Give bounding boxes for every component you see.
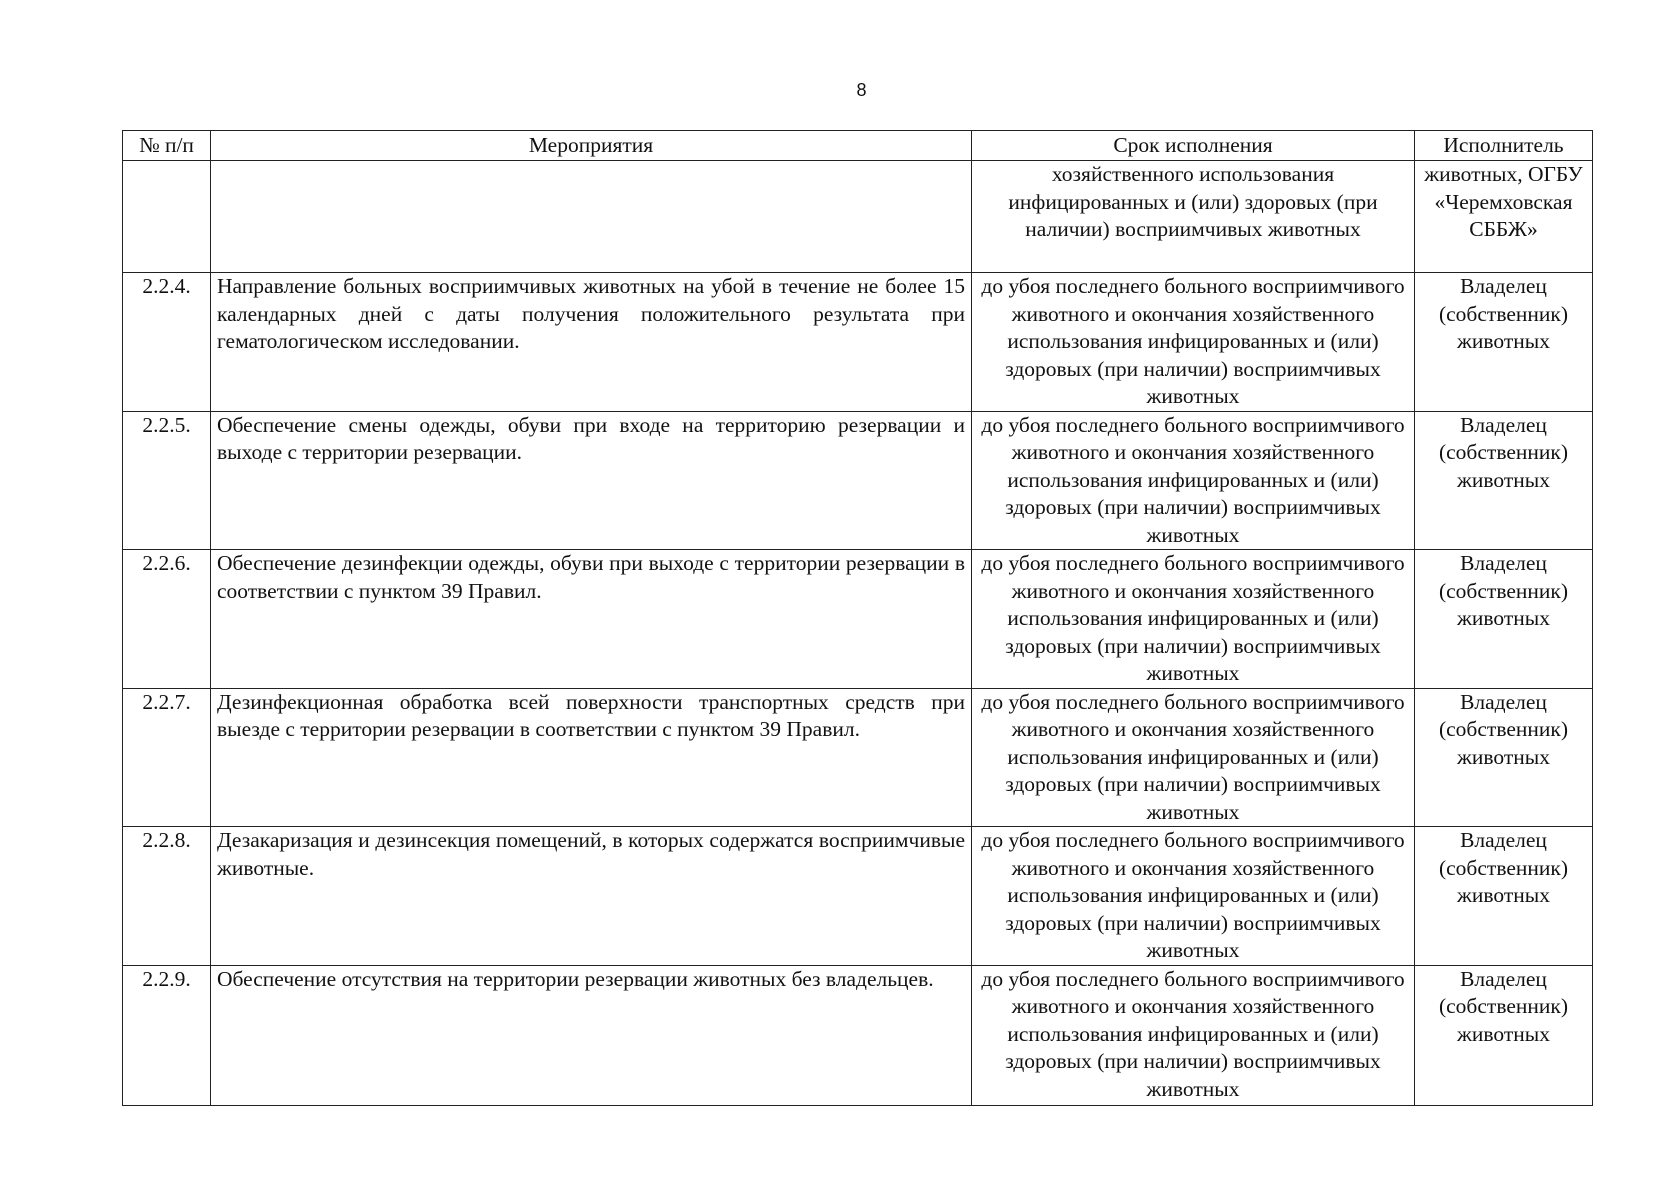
cell-executor: животных, ОГБУ «Черемховская СББЖ» bbox=[1415, 161, 1593, 273]
cell-num: 2.2.7. bbox=[123, 688, 211, 827]
cell-num: 2.2.5. bbox=[123, 411, 211, 550]
cell-term: хозяйственного использования инфицированных и (или) здоровых (при наличии) восприимчивых животных bbox=[972, 161, 1415, 273]
cell-num: 2.2.4. bbox=[123, 273, 211, 412]
cell-action: Дезинфекционная обработка всей поверхности транспортных средств при выезде с территории резервации в соответствии с пунктом 39 Правил. bbox=[211, 688, 972, 827]
cell-action: Дезакаризация и дезинсекция помещений, в которых содержатся восприимчивые животные. bbox=[211, 827, 972, 966]
header-term: Срок исполнения bbox=[972, 131, 1415, 161]
page-number: 8 bbox=[856, 80, 867, 100]
cell-term: до убоя последнего больного восприимчивого животного и окончания хозяйственного использования инфицированных и (или) здоровых (при наличии) восприимчивых животных bbox=[972, 550, 1415, 689]
table-row bbox=[123, 273, 1593, 412]
cell-action: Обеспечение отсутствия на территории резервации животных без владельцев. bbox=[211, 965, 972, 1105]
cell-executor: Владелец (собственник) животных bbox=[1415, 965, 1593, 1105]
cell-term: до убоя последнего больного восприимчивого животного и окончания хозяйственного использования инфицированных и (или) здоровых (при наличии) восприимчивых животных bbox=[972, 688, 1415, 827]
cell-action: Направление больных восприимчивых животных на убой в течение не более 15 календарных дней с даты получения положительного результата при гематологическом исследовании. bbox=[211, 273, 972, 412]
cell-num: 2.2.6. bbox=[123, 550, 211, 689]
table-row bbox=[123, 550, 1593, 689]
table-row-continuation bbox=[123, 161, 1593, 273]
cell-term: до убоя последнего больного восприимчивого животного и окончания хозяйственного использования инфицированных и (или) здоровых (при наличии) восприимчивых животных bbox=[972, 273, 1415, 412]
table-row bbox=[123, 965, 1593, 1105]
table-row bbox=[123, 827, 1593, 966]
header-executor: Исполнитель bbox=[1415, 131, 1593, 161]
cell-executor: Владелец (собственник) животных bbox=[1415, 411, 1593, 550]
measures-table bbox=[122, 130, 1593, 1106]
cell-term: до убоя последнего больного восприимчивого животного и окончания хозяйственного использования инфицированных и (или) здоровых (при наличии) восприимчивых животных bbox=[972, 965, 1415, 1105]
cell-num bbox=[123, 161, 211, 273]
cell-action: Обеспечение смены одежды, обуви при входе на территорию резервации и выходе с территории резервации. bbox=[211, 411, 972, 550]
cell-executor: Владелец (собственник) животных bbox=[1415, 688, 1593, 827]
cell-action bbox=[211, 161, 972, 273]
cell-num: 2.2.9. bbox=[123, 965, 211, 1105]
cell-executor: Владелец (собственник) животных bbox=[1415, 827, 1593, 966]
header-action: Мероприятия bbox=[211, 131, 972, 161]
cell-term: до убоя последнего больного восприимчивого животного и окончания хозяйственного использования инфицированных и (или) здоровых (при наличии) восприимчивых животных bbox=[972, 827, 1415, 966]
table-row bbox=[123, 411, 1593, 550]
cell-num: 2.2.8. bbox=[123, 827, 211, 966]
cell-term: до убоя последнего больного восприимчивого животного и окончания хозяйственного использования инфицированных и (или) здоровых (при наличии) восприимчивых животных bbox=[972, 411, 1415, 550]
cell-executor: Владелец (собственник) животных bbox=[1415, 550, 1593, 689]
table-row bbox=[123, 688, 1593, 827]
cell-executor: Владелец (собственник) животных bbox=[1415, 273, 1593, 412]
cell-action: Обеспечение дезинфекции одежды, обуви при выходе с территории резервации в соответствии с пунктом 39 Правил. bbox=[211, 550, 972, 689]
table-header-row bbox=[123, 131, 1593, 161]
header-num: № п/п bbox=[123, 131, 211, 161]
